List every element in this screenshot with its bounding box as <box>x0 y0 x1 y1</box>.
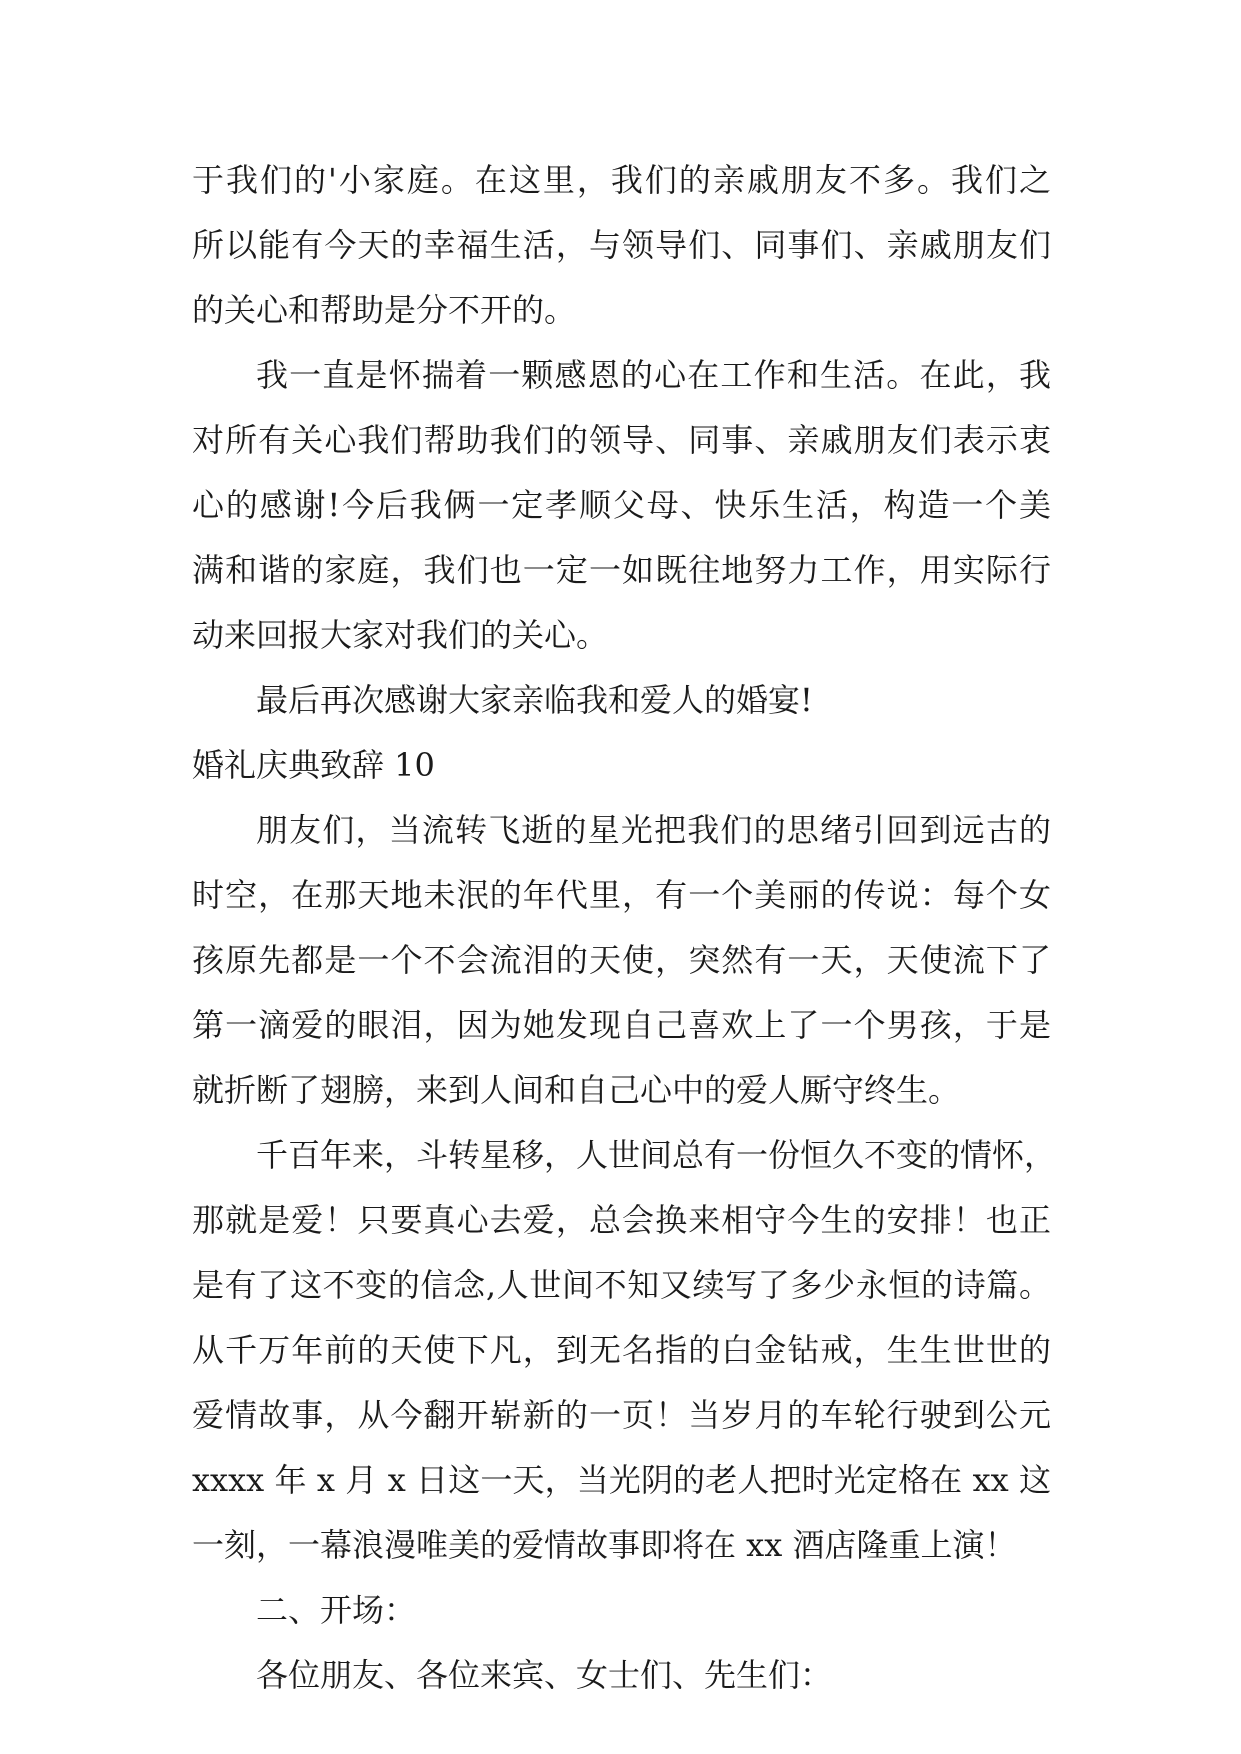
text-line: 那就是爱！只要真心去爱，总会换来相守今生的安排！也正 <box>192 1201 1051 1239</box>
text-line: 满和谐的家庭，我们也一定一如既往地努力工作，用实际行 <box>192 551 1051 589</box>
text-line: 所以能有今天的幸福生活，与领导们、同事们、亲戚朋友们 <box>192 226 1051 264</box>
text-line: 时空，在那天地未泯的年代里，有一个美丽的传说：每个女 <box>192 876 1051 914</box>
text-line: 二、开场： <box>256 1591 417 1629</box>
text-line: 一刻，一幕浪漫唯美的爱情故事即将在 xx 酒店隆重上演！ <box>192 1526 1017 1564</box>
text-line: 各位朋友、各位来宾、女士们、先生们： <box>256 1656 833 1694</box>
text-line: 动来回报大家对我们的关心。 <box>192 616 609 654</box>
text-line: 对所有关心我们帮助我们的领导、同事、亲戚朋友们表示衷 <box>192 421 1051 459</box>
text-line: 从千万年前的天使下凡，到无名指的白金钻戒，生生世世的 <box>192 1331 1051 1369</box>
text-line: 的关心和帮助是分不开的。 <box>192 291 577 329</box>
text-line: 于我们的'小家庭。在这里，我们的亲戚朋友不多。我们之 <box>192 161 1051 199</box>
text-line: 我一直是怀揣着一颗感恩的心在工作和生活。在此，我 <box>256 356 1051 394</box>
section-heading: 婚礼庆典致辞 10 <box>192 746 435 784</box>
text-line: 就折断了翅膀，来到人间和自己心中的爱人厮守终生。 <box>192 1071 961 1109</box>
text-line: 千百年来，斗转星移，人世间总有一份恒久不变的情怀， <box>256 1136 1057 1174</box>
text-line: 最后再次感谢大家亲临我和爱人的婚宴! <box>256 681 813 719</box>
text-line: 孩原先都是一个不会流泪的天使，突然有一天，天使流下了 <box>192 941 1051 979</box>
text-line: 心的感谢!今后我俩一定孝顺父母、快乐生活，构造一个美 <box>192 486 1051 524</box>
text-line: 爱情故事，从今翻开崭新的一页！当岁月的车轮行驶到公元 <box>192 1396 1051 1434</box>
text-line: 第一滴爱的眼泪，因为她发现自己喜欢上了一个男孩，于是 <box>192 1006 1051 1044</box>
text-line: 朋友们，当流转飞逝的星光把我们的思绪引回到远古的 <box>256 811 1051 849</box>
text-line: xxxx 年 x 月 x 日这一天，当光阴的老人把时光定格在 xx 这 <box>192 1461 1051 1499</box>
text-line: 是有了这不变的信念,人世间不知又续写了多少永恒的诗篇。 <box>192 1266 1051 1304</box>
